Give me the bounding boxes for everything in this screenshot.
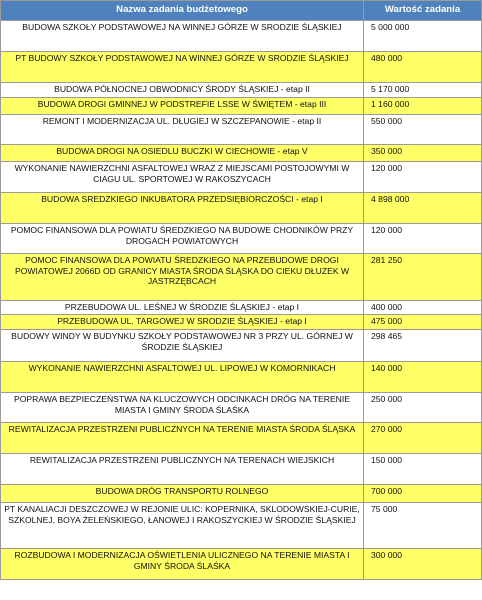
task-value-cell: 75 000 [364,503,482,549]
table-row [1,254,482,301]
table-row [1,98,482,115]
table-row [1,485,482,503]
task-name-cell: POMOC FINANSOWA DLA POWIATU ŚREDZKIEGO NA BUDOWE CHODNIKÓW PRZY DROGACH POWIATOWYCH [1,224,364,254]
task-name-cell: REWITALIZACJA PRZESTRZENI PUBLICZNYCH NA TERENACH WIEJSKICH [1,454,364,485]
task-name-cell: BUDOWA DRÓG TRANSPORTU ROLNEGO [1,485,364,503]
header-row [1,1,482,21]
task-name-cell: POPRAWA BEZPIECZEŃSTWA NA KLUCZOWYCH ODCINKACH DRÓG NA TERENIE MIASTA I GMINY ŚRODA ŚLAŚKA [1,393,364,423]
table-row [1,301,482,315]
table-row [1,330,482,362]
task-name-cell: REWITALIZACJA PRZESTRZENI PUBLICZNYCH NA TERENIE MIASTA ŚRODA ŚLĄSKA [1,423,364,454]
table-body [1,21,482,580]
task-value-cell: 270 000 [364,423,482,454]
task-name-cell: WYKONANIE NAWIERZCHNI ASFALTOWEJ WRAZ Z MIEJSCAMI POSTOJOWYMI W CIAGU UL. SPORTOWEJ W RAKOSZYCACH [1,162,364,193]
table-row [1,193,482,224]
task-value-cell: 120 000 [364,162,482,193]
task-value-cell: 480 000 [364,52,482,83]
task-value-cell: 4 898 000 [364,193,482,224]
task-value-cell: 400 000 [364,301,482,315]
table-row [1,549,482,580]
task-value-cell: 300 000 [364,549,482,580]
task-name-cell: ROZBUDOWA I MODERNIZACJA OŚWIETLENIA ULICZNEGO NA TERENIE MIASTA I GMINY ŚRODA ŚLAŚKA [1,549,364,580]
header-task-name: Nazwa zadania budżetowego [1,1,364,21]
table-row [1,393,482,423]
table-row [1,362,482,393]
table-row [1,162,482,193]
table-row [1,454,482,485]
task-name-cell: REMONT I MODERNIZACJA UL. DŁUGIEJ W SZCZEPANOWIE - etap II [1,115,364,145]
table-row [1,423,482,454]
task-name-cell: PRZEBUDOWA UL. LEŚNEJ W ŚRODZIE ŚLĄSKIEJ - etap I [1,301,364,315]
table-header [1,1,482,21]
task-value-cell: 475 000 [364,315,482,330]
task-value-cell: 1 160 000 [364,98,482,115]
task-value-cell: 550 000 [364,115,482,145]
table-row [1,503,482,549]
task-value-cell: 120 000 [364,224,482,254]
task-value-cell: 5 000 000 [364,21,482,52]
table-row [1,21,482,52]
task-name-cell: BUDOWA SREDZKIEGO INKUBATORA PRZEDSIĘBIORCZOŚCI - etap I [1,193,364,224]
table-row [1,224,482,254]
task-value-cell: 700 000 [364,485,482,503]
table-row [1,83,482,98]
task-value-cell: 281 250 [364,254,482,301]
task-name-cell: BUDOWA DROGI NA OSIEDLU BUCZKI W CIECHOWIE - etap V [1,145,364,162]
task-value-cell: 250 000 [364,393,482,423]
table-row [1,52,482,83]
task-value-cell: 150 000 [364,454,482,485]
task-name-cell: PT KANALIACJI DESZCZOWEJ W REJONIE ULIC: KOPERNIKA, SKLODOWSKIEJ-CURIE, SZKOLNEJ, BOYA ŻELEŃSKIEGO, ŁANOWEJ I RAKOSZYCKIEJ W ŚRODZIE ŚLĄSKIEJ [1,503,364,549]
task-name-cell: PRZEBUDOWA UL. TARGOWEJ W SRODZIE ŚLĄSKIEJ - etap I [1,315,364,330]
task-name-cell: PT BUDOWY SZKOŁY PODSTAWOWEJ NA WINNEJ GÓRZE W SRODZIE ŚLĄSKIEJ [1,52,364,83]
task-value-cell: 350 000 [364,145,482,162]
task-value-cell: 140 000 [364,362,482,393]
table-row [1,145,482,162]
task-name-cell: BUDOWA DROGI GMINNEJ W PODSTREFIE LSSE W ŚWIĘTEM - etap III [1,98,364,115]
table-row [1,115,482,145]
task-value-cell: 298 465 [364,330,482,362]
task-name-cell: WYKONANIE NAWIERZCHNI ASFALTOWEJ UL. LIPOWEJ W KOMORNIKACH [1,362,364,393]
task-value-cell: 5 170 000 [364,83,482,98]
header-task-value: Wartość zadania [364,1,482,21]
task-name-cell: BUDOWA PÓŁNOCNEJ OBWODNICY ŚRODY ŚLĄSKIEJ - etap II [1,83,364,98]
task-name-cell: BUDOWA SZKOŁY PODSTAWOWEJ NA WINNEJ GÓRZE W SRODZIE ŚLĄSKIEJ [1,21,364,52]
task-name-cell: BUDOWY WINDY W BUDYNKU SZKOŁY PODSTAWOWEJ NR 3 PRZY UL. GÓRNEJ W ŚRODZIE ŚLĄSKIEJ [1,330,364,362]
task-name-cell: POMOC FINANSOWA DLA POWIATU ŚREDZKIEGO NA PRZEBUDOWE DROGI POWIATOWEJ 2066D OD GRANICY MIASTA ŚRODA ŚLĄSKA DO CIEKU DŁUZEK W JASTRZĘBCACH [1,254,364,301]
table-row [1,315,482,330]
